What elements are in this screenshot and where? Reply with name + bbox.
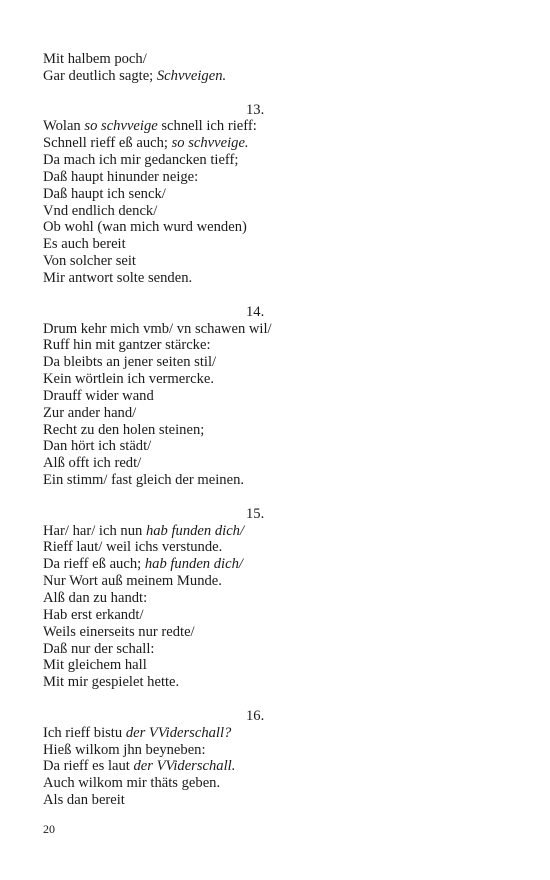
line-text: Kein wörtlein ich vermercke. bbox=[43, 371, 214, 388]
verse-line bbox=[43, 775, 503, 792]
verse-line bbox=[43, 674, 503, 691]
stanza-number: 16. bbox=[246, 707, 265, 724]
verse-line bbox=[43, 219, 503, 236]
verse-line bbox=[43, 337, 503, 354]
verse-line bbox=[43, 321, 503, 338]
line-text: schnell ich rieff: bbox=[157, 118, 257, 135]
line-text: Mit mir gespielet hette. bbox=[43, 674, 180, 691]
line-text: Daß nur der schall: bbox=[43, 640, 155, 657]
verse-line bbox=[43, 388, 503, 405]
verse-line bbox=[43, 152, 503, 169]
italic-text: der VViderschall? bbox=[125, 724, 232, 741]
stanza bbox=[43, 506, 503, 691]
verse-line bbox=[43, 118, 503, 135]
verse-line bbox=[43, 354, 503, 371]
line-text: Auch wilkom mir thäts geben. bbox=[43, 775, 221, 792]
line-text: Dan hört ich städt/ bbox=[43, 438, 152, 455]
verse-line bbox=[43, 455, 503, 472]
verse-line bbox=[43, 725, 503, 742]
line-text: Mit halbem poch/ bbox=[43, 51, 147, 67]
line-text: Vnd endlich denck/ bbox=[43, 202, 158, 219]
verse-line bbox=[43, 438, 503, 455]
line-text: Har/ har/ ich nun bbox=[43, 522, 146, 539]
italic-text: Schvveigen. bbox=[156, 67, 227, 84]
verse-line bbox=[43, 169, 503, 186]
line-text: Ich rieff bistu bbox=[43, 724, 126, 741]
verse-line bbox=[43, 135, 503, 152]
line-text: Drum kehr mich vmb/ vn schawen wil/ bbox=[43, 320, 272, 337]
stanza-number: 14. bbox=[246, 303, 265, 320]
line-text: Ein stimm/ fast gleich der meinen. bbox=[43, 472, 245, 489]
verse-line bbox=[43, 253, 503, 270]
verse-line bbox=[43, 186, 503, 203]
verse-line bbox=[43, 590, 503, 607]
stanza bbox=[43, 304, 503, 489]
verse-line bbox=[43, 624, 503, 641]
verse-line bbox=[43, 270, 503, 287]
verse-line bbox=[43, 371, 503, 388]
verse-line bbox=[43, 573, 503, 590]
stanza bbox=[43, 708, 503, 809]
line-text: Daß haupt ich senck/ bbox=[43, 185, 166, 202]
verse-line bbox=[43, 203, 503, 220]
italic-text: der VViderschall. bbox=[133, 758, 236, 775]
line-text: Mir antwort solte senden. bbox=[43, 269, 193, 286]
line-text: Da mach ich mir gedancken tieff; bbox=[43, 152, 239, 169]
line-text: Drauff wider wand bbox=[43, 387, 154, 404]
line-text: Wolan bbox=[43, 118, 85, 135]
line-text: Zur ander hand/ bbox=[43, 404, 137, 421]
line-text: Daß haupt hinunder neige: bbox=[43, 168, 199, 185]
stanzas bbox=[43, 102, 503, 809]
verse-line bbox=[43, 68, 503, 85]
line-text: Recht zu den holen steinen; bbox=[43, 421, 205, 438]
verse-line bbox=[43, 556, 503, 573]
verse-line bbox=[43, 792, 503, 809]
poem-text bbox=[43, 51, 503, 809]
italic-text: so schvveige bbox=[84, 118, 158, 135]
verse-line bbox=[43, 472, 503, 489]
line-text: Schnell rieff eß auch; bbox=[43, 135, 172, 152]
verse-line bbox=[43, 641, 503, 658]
line-text: Gar deutlich sagte; bbox=[43, 67, 157, 84]
line-text: Da rieff eß auch; bbox=[43, 556, 145, 573]
verse-line bbox=[43, 236, 503, 253]
line-text: Rieff laut/ weil ichs verstunde. bbox=[43, 539, 223, 556]
verse-line bbox=[43, 758, 503, 775]
stanza-number: 15. bbox=[246, 505, 265, 522]
line-text: Weils einerseits nur redte/ bbox=[43, 623, 195, 640]
line-text: Alß dan zu handt: bbox=[43, 590, 148, 606]
line-text: Nur Wort auß meinem Munde. bbox=[43, 573, 222, 590]
line-text: Ob wohl (wan mich wurd wenden) bbox=[43, 219, 247, 236]
stanza bbox=[43, 102, 503, 287]
italic-text: hab funden dich/ bbox=[145, 522, 245, 539]
italic-text: hab funden dich/ bbox=[144, 556, 243, 573]
verse-line bbox=[43, 422, 503, 439]
line-text: Alß offt ich redt/ bbox=[43, 455, 142, 472]
line-text: Mit gleichem hall bbox=[43, 657, 147, 674]
line-text: Da rieff es laut bbox=[43, 758, 134, 775]
stanza-number: 13. bbox=[246, 101, 265, 118]
line-text: Da bleibts an jener seiten stil/ bbox=[43, 354, 217, 371]
verse-line bbox=[43, 405, 503, 422]
verse-line bbox=[43, 539, 503, 556]
verse-line bbox=[43, 51, 503, 68]
line-text: Hieß wilkom jhn beyneben: bbox=[43, 741, 206, 758]
opening-lines bbox=[43, 51, 503, 85]
italic-text: so schvveige. bbox=[171, 135, 249, 152]
verse-line bbox=[43, 607, 503, 624]
verse-line bbox=[43, 657, 503, 674]
line-text: Als dan bereit bbox=[43, 792, 125, 809]
verse-line bbox=[43, 523, 503, 540]
line-text: Hab erst erkandt/ bbox=[43, 606, 144, 623]
page-number: 20 bbox=[43, 822, 55, 836]
line-text: Ruff hin mit gantzer stärcke: bbox=[43, 337, 211, 354]
line-text: Es auch bereit bbox=[43, 236, 126, 253]
line-text: Von solcher seit bbox=[43, 253, 136, 270]
verse-line bbox=[43, 742, 503, 759]
